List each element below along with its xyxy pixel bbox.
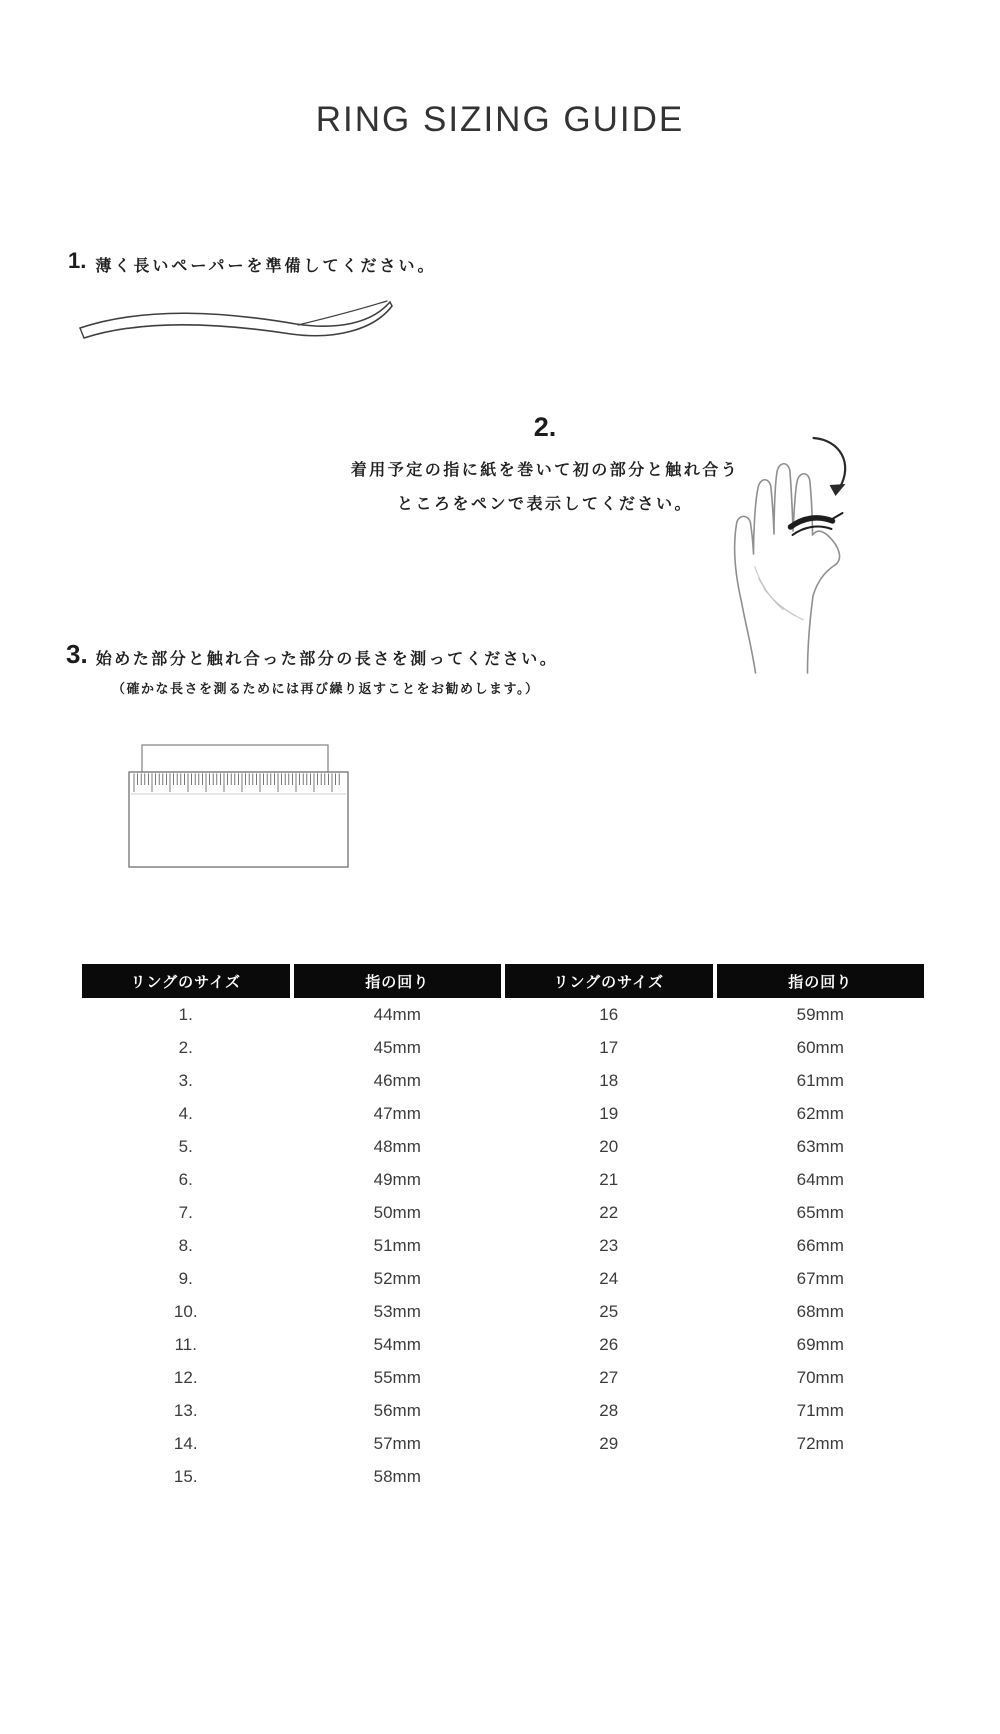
table-row: [82, 998, 924, 1031]
table-row: [82, 1097, 924, 1130]
table-row: [82, 1163, 924, 1196]
table-cell: 57mm: [373, 1433, 421, 1453]
table-cell: 27: [599, 1367, 619, 1387]
table-cell: 13.: [173, 1400, 198, 1420]
ring-size-table: [78, 964, 928, 1493]
table-cell: 72mm: [796, 1433, 844, 1453]
table-cell: 11.: [174, 1334, 197, 1354]
table-cell: 26: [599, 1334, 619, 1354]
table-cell: 71mm: [796, 1400, 844, 1420]
size-table-body: [82, 998, 924, 1493]
table-cell: 62mm: [796, 1103, 844, 1123]
table-cell: 21: [599, 1169, 619, 1189]
table-row: [82, 1394, 924, 1427]
table-cell: 61mm: [796, 1070, 844, 1090]
table-cell: 45mm: [373, 1037, 421, 1057]
table-row: [82, 1130, 924, 1163]
step-3-number: 3.: [66, 639, 88, 669]
table-row: [82, 1262, 924, 1295]
table-cell: 64mm: [796, 1169, 844, 1189]
table-cell: 52mm: [373, 1268, 421, 1288]
table-cell: 50mm: [373, 1202, 421, 1222]
table-cell: 17: [599, 1037, 619, 1057]
table-cell: 56mm: [373, 1400, 421, 1420]
table-cell: 24: [599, 1268, 619, 1288]
table-cell: 15.: [173, 1466, 198, 1486]
table-cell: 58mm: [373, 1466, 421, 1486]
table-cell: 48mm: [373, 1136, 421, 1156]
table-cell: 63mm: [796, 1136, 844, 1156]
table-row: [82, 1196, 924, 1229]
header-circumference-1: 指の回り: [294, 964, 502, 998]
table-cell: 49mm: [373, 1169, 421, 1189]
table-cell: 59mm: [796, 1004, 844, 1024]
table-cell: 20: [599, 1136, 619, 1156]
table-cell: 19: [599, 1103, 619, 1123]
table-cell: 2.: [178, 1037, 193, 1057]
table-cell: 7.: [178, 1202, 193, 1222]
step-1-text: 薄く長いペーパーを準備してください。: [95, 258, 437, 275]
table-cell: 55mm: [373, 1367, 421, 1387]
table-cell: 70mm: [796, 1367, 844, 1387]
table-cell: [505, 1460, 713, 1493]
table-row: [82, 1031, 924, 1064]
table-cell: 29: [599, 1433, 619, 1453]
table-cell: 68mm: [796, 1301, 844, 1321]
header-circumference-2: 指の回り: [717, 964, 925, 998]
page-title: RING SIZING GUIDE: [315, 100, 685, 139]
table-cell: 65mm: [796, 1202, 844, 1222]
step-3: [66, 641, 558, 697]
table-cell: 54mm: [373, 1334, 421, 1354]
table-cell: 53mm: [373, 1301, 421, 1321]
table-cell: 16: [599, 1004, 619, 1024]
table-cell: 23: [599, 1235, 619, 1255]
table-cell: 10.: [173, 1301, 198, 1321]
table-cell: 4.: [178, 1103, 193, 1123]
table-cell: 47mm: [373, 1103, 421, 1123]
table-header-row: [82, 964, 924, 998]
table-row: [82, 1295, 924, 1328]
table-row: [82, 1427, 924, 1460]
table-cell: 1.: [178, 1004, 193, 1024]
table-cell: 22: [599, 1202, 619, 1222]
table-row: [82, 1064, 924, 1097]
table-cell: 67mm: [796, 1268, 844, 1288]
table-cell: 6.: [178, 1169, 193, 1189]
table-row: [82, 1229, 924, 1262]
table-cell: 46mm: [373, 1070, 421, 1090]
table-cell: 14.: [173, 1433, 198, 1453]
table-cell: 60mm: [796, 1037, 844, 1057]
table-cell: 69mm: [796, 1334, 844, 1354]
header-ring-size-1: リングのサイズ: [82, 964, 290, 998]
table-cell: 28: [599, 1400, 619, 1420]
table-cell: 5.: [178, 1136, 193, 1156]
table-cell: 66mm: [796, 1235, 844, 1255]
table-cell: 12.: [173, 1367, 198, 1387]
paper-strip-illustration: [76, 294, 398, 356]
hand-with-paper-wrapped-finger-illustration: [693, 430, 858, 678]
step-1: [68, 250, 437, 276]
header-ring-size-2: リングのサイズ: [505, 964, 713, 998]
table-cell: 51mm: [373, 1235, 421, 1255]
table-cell: 18: [599, 1070, 619, 1090]
step-2-number: 2.: [533, 412, 557, 442]
step-3-note: （確かな長さを測るためには再び繰り返すことをお勧めします。）: [112, 681, 540, 696]
step-2-text-line1: 着用予定の指に紙を巻いて初の部分と触れ合う: [350, 462, 740, 479]
step-2-text-line2: ところをペンで表示してください。: [396, 496, 693, 513]
step-1-number: 1.: [68, 248, 87, 273]
table-row: [82, 1328, 924, 1361]
table-cell: 3.: [178, 1070, 193, 1090]
ruler-measuring-paper-illustration: [126, 742, 351, 872]
table-cell: [717, 1460, 925, 1493]
table-row: [82, 1361, 924, 1394]
table-cell: 25: [599, 1301, 619, 1321]
step-3-text: 始めた部分と触れ合った部分の長さを測ってください。: [95, 651, 559, 668]
table-cell: 44mm: [373, 1004, 421, 1024]
table-cell: 9.: [178, 1268, 193, 1288]
table-cell: 8.: [178, 1235, 193, 1255]
table-row: [82, 1460, 924, 1493]
